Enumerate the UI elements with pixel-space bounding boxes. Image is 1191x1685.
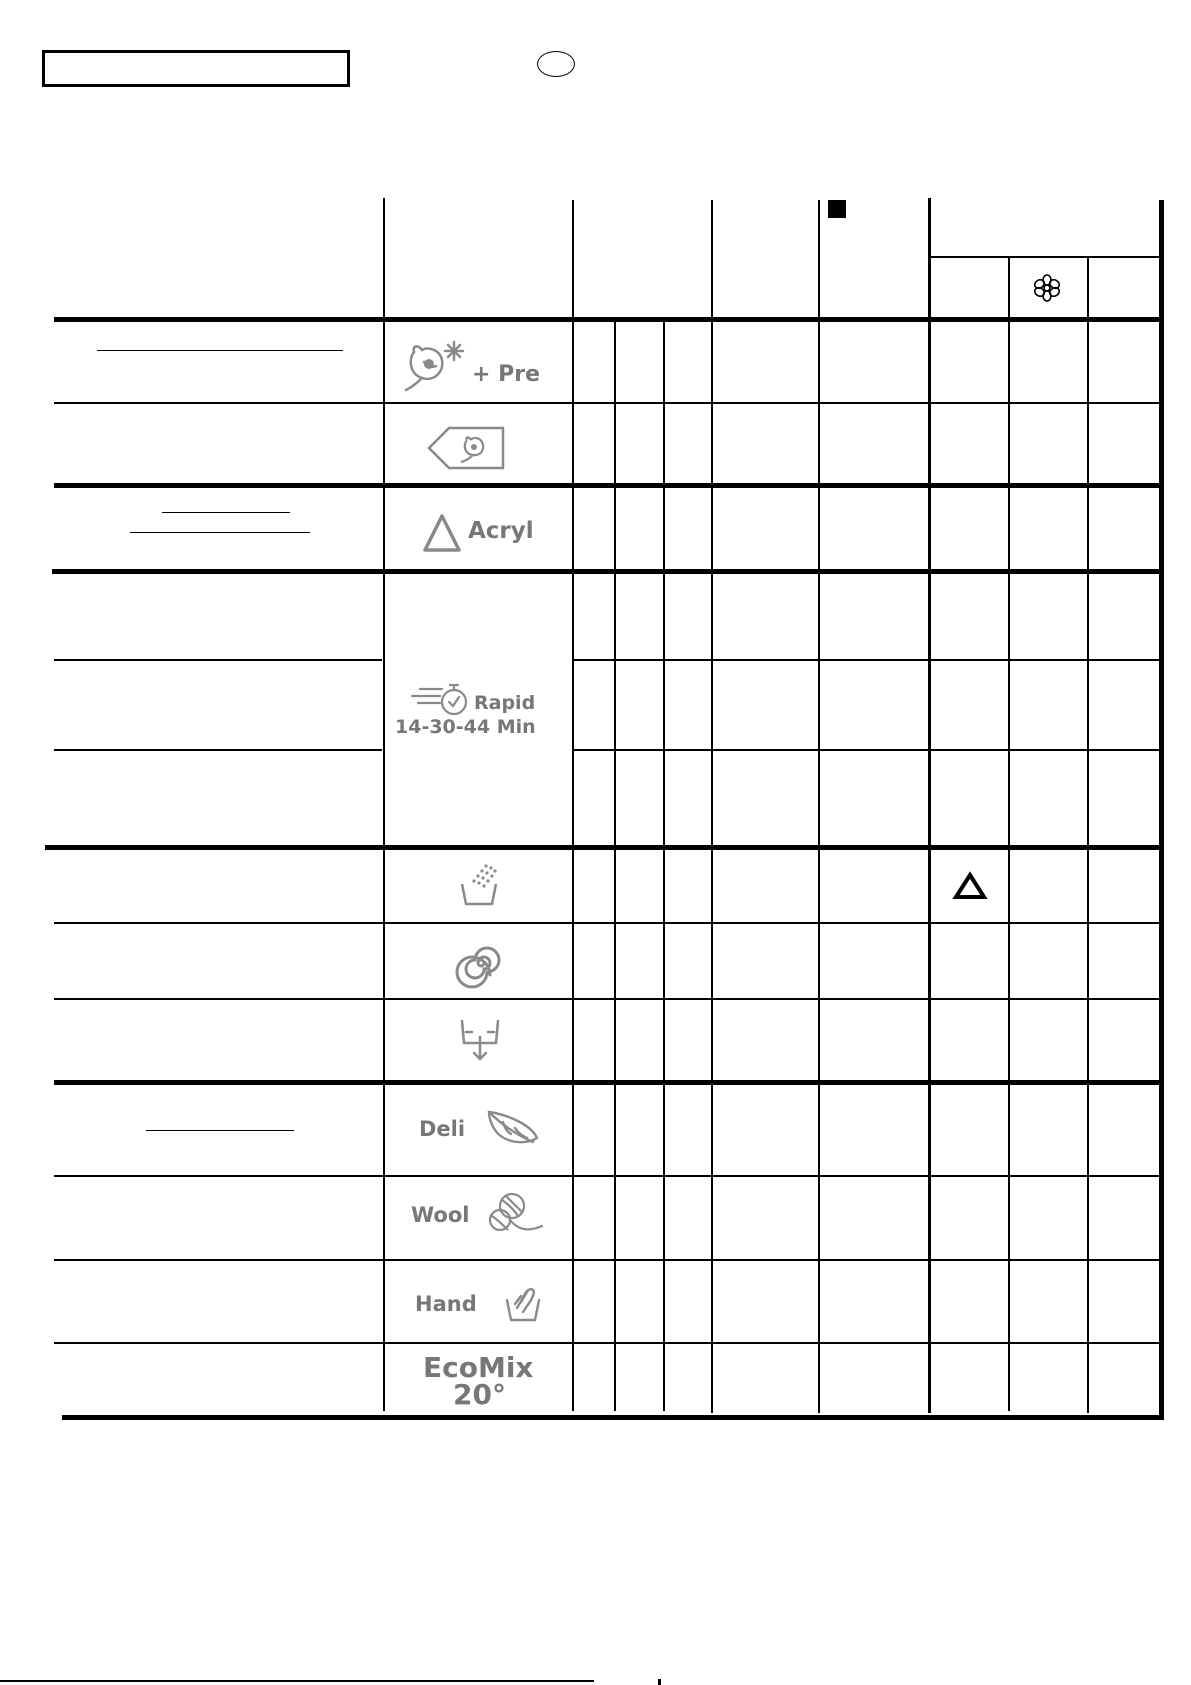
- cotton-flower-stain-icon: [404, 338, 474, 394]
- synthetics-triangle-icon: [421, 512, 463, 554]
- row-sep: [54, 1259, 1161, 1261]
- table-bottom-border: [62, 1415, 1164, 1420]
- flower-softener-icon: [1032, 273, 1062, 303]
- table-right-border: [1159, 200, 1164, 1418]
- group-sep-thick: [54, 483, 1161, 488]
- footer-line: [0, 1680, 594, 1682]
- wool-ball-icon: [488, 1190, 546, 1236]
- programme-label-rapid: Rapid: [474, 692, 536, 714]
- square-marker-icon: [828, 200, 846, 218]
- row-sep: [573, 659, 1161, 661]
- rinse-shower-icon: [458, 860, 500, 908]
- col-sep: [711, 200, 713, 1413]
- programme-label-wool: Wool: [411, 1203, 470, 1227]
- group-sep-thick: [54, 317, 1161, 322]
- group-sep-thick: [54, 1080, 1161, 1085]
- drain-basin-icon: [458, 1017, 502, 1063]
- row-sep: [54, 749, 382, 751]
- header-sub-line: [929, 256, 1161, 258]
- row-sep: [54, 402, 1161, 404]
- footer-tick: [658, 1679, 661, 1685]
- programme-label-hand: Hand: [415, 1292, 477, 1316]
- feather-icon: [485, 1108, 541, 1150]
- row-sep: [54, 1175, 1161, 1177]
- col-sep: [1008, 257, 1010, 1411]
- col-sep: [1087, 257, 1089, 1413]
- col-sep: [928, 198, 931, 1413]
- language-label-box: [42, 50, 350, 87]
- programme-label-acryl: Acryl: [468, 518, 534, 544]
- underline-placeholder: [146, 1130, 294, 1131]
- col-sep: [383, 198, 385, 1411]
- col-sep: [818, 200, 820, 1413]
- group-sep-thick: [52, 569, 1161, 574]
- language-oval: [537, 51, 575, 77]
- stopwatch-icon: [410, 682, 474, 716]
- programme-label-ecomix-temp: 20°: [453, 1378, 506, 1411]
- underline-placeholder: [130, 532, 310, 533]
- hand-wash-icon: [503, 1282, 543, 1324]
- group-sep-thick: [45, 845, 1161, 850]
- row-sep: [54, 659, 382, 661]
- row-sep: [54, 998, 1161, 1000]
- cotton-flower-tag-icon: [427, 426, 507, 470]
- programme-label-deli: Deli: [419, 1117, 466, 1141]
- row-sep: [54, 1342, 1161, 1344]
- programme-label-rapid-times: 14-30-44 Min: [395, 716, 536, 738]
- triangle-outline-icon: [953, 872, 987, 900]
- programme-label-ecomix: EcoMix: [423, 1351, 534, 1384]
- underline-placeholder: [162, 512, 290, 513]
- programme-label-pre: + Pre: [472, 362, 540, 387]
- row-sep: [54, 922, 1161, 924]
- spin-spiral-icon: [458, 940, 504, 986]
- row-sep: [573, 749, 1161, 751]
- underline-placeholder: [97, 350, 343, 351]
- col-sep: [572, 200, 574, 1411]
